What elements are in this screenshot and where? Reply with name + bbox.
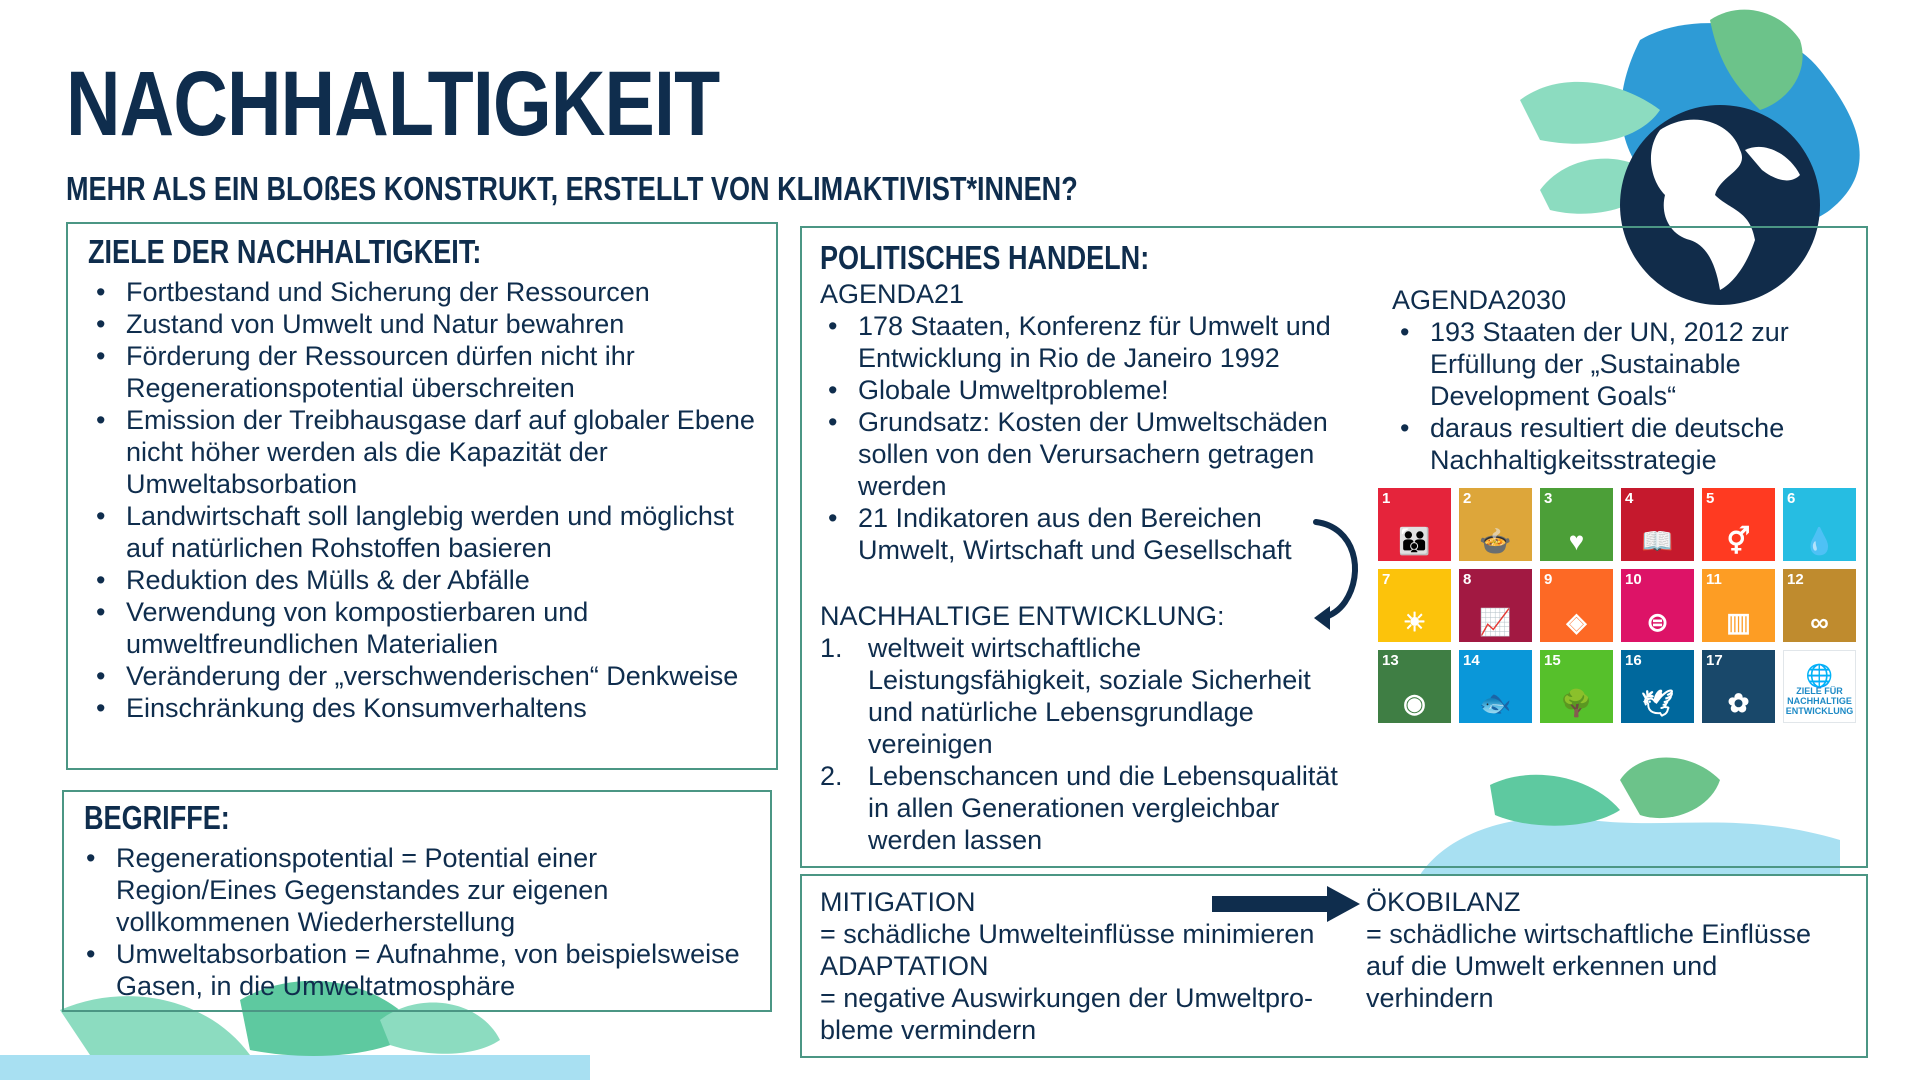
begriffe-box <box>62 790 772 1012</box>
sdg-tile: 14 🐟 <box>1459 650 1532 723</box>
ziele-box <box>66 222 778 770</box>
sdg-tile: 9 ◈ <box>1540 569 1613 642</box>
list-item: • Regenerationspotential = Potential einer Region/Eines Gegenstandes zur eigenen vollkommenen Wiederherstellung <box>86 843 609 937</box>
mitigation-box <box>800 874 1868 1058</box>
list-item: • 193 Staaten der UN, 2012 zur Erfüllung der „Sustainable Development Goals“ <box>1400 317 1789 411</box>
oekobilanz-text: = schädliche wirtschaftliche Einflüsse auf die Umwelt erkennen und verhindern <box>1366 919 1811 1013</box>
entwicklung-list <box>820 632 1340 856</box>
begriffe-heading: BEGRIFFE: <box>84 799 230 836</box>
politisches-heading: POLITISCHES HANDELN: <box>820 239 1150 276</box>
sdg-tile: 4 📖 <box>1621 488 1694 561</box>
list-item: • Grundsatz: Kosten der Umweltschäden sollen von den Verursachern getragen werden <box>828 407 1328 501</box>
agenda2030-title: AGENDA2030 <box>1392 285 1567 315</box>
list-item: • daraus resultiert die deutsche Nachhaltigkeitsstrategie <box>1400 413 1785 475</box>
adaptation-title: ADAPTATION <box>820 951 989 981</box>
arrow-right-icon <box>1212 884 1362 924</box>
sdg-tile: 13 ◉ <box>1378 650 1451 723</box>
list-item: • Einschränkung des Konsumverhaltens <box>96 693 587 723</box>
list-item: • Veränderung der „verschwenderischen“ Denkweise <box>96 661 739 691</box>
sdg-tile: 11 ▥ <box>1702 569 1775 642</box>
page-subtitle: MEHR ALS EIN BLOßES KONSTRUKT, ERSTELLT VON KLIMAKTIVIST*INNEN? <box>66 170 1078 207</box>
list-item: • Förderung der Ressourcen dürfen nicht ihr Regenerationspotential überschreiten <box>96 341 635 403</box>
list-item: • Verwendung von kompostierbaren und umweltfreundlichen Materialien <box>96 597 589 659</box>
curved-arrow-icon <box>1310 512 1370 632</box>
adaptation-text: = negative Auswirkungen der Umweltpro-bleme vermindern <box>820 983 1314 1045</box>
sdg-tile: 2 🍲 <box>1459 488 1532 561</box>
entwicklung-title: NACHHALTIGE ENTWICKLUNG: <box>820 601 1225 631</box>
sdg-tile: 10 ⊜ <box>1621 569 1694 642</box>
list-item: • Landwirtschaft soll langlebig werden und möglichst auf natürlichen Rohstoffen basieren <box>96 501 734 563</box>
sdg-tile: 3 ♥ <box>1540 488 1613 561</box>
agenda21-list <box>820 310 1350 566</box>
agenda21-title: AGENDA21 <box>820 279 965 309</box>
sdg-tile: 15 🌳 <box>1540 650 1613 723</box>
page-title: NACHHALTIGKEIT <box>66 53 720 155</box>
sdg-icons-grid <box>1378 488 1854 723</box>
sdg-tile: 1 👪 <box>1378 488 1451 561</box>
sdg-tile: 16 🕊 <box>1621 650 1694 723</box>
ziele-list <box>88 276 758 724</box>
list-item: • Zustand von Umwelt und Natur bewahren <box>96 309 625 339</box>
list-item: 2. Lebenschancen und die Lebensqualität in allen Generationen vergleichbar werden lassen <box>820 761 1338 855</box>
list-item: • 178 Staaten, Konferenz für Umwelt und Entwicklung in Rio de Janeiro 1992 <box>828 311 1331 373</box>
agenda2030-list <box>1392 316 1832 476</box>
sdg-tile: 6 💧 <box>1783 488 1856 561</box>
sdg-tile: 17 ✿ <box>1702 650 1775 723</box>
oekobilanz-title: ÖKOBILANZ <box>1366 887 1521 917</box>
mitigation-text: = schädliche Umwelteinflüsse minimieren <box>820 919 1315 949</box>
list-item: 1. weltweit wirtschaftliche Leistungsfähigkeit, soziale Sicherheit und natürliche Lebensgrundlage vereinigen <box>820 633 1311 759</box>
sdg-tile: 8 📈 <box>1459 569 1532 642</box>
list-item: • Fortbestand und Sicherung der Ressourcen <box>96 277 650 307</box>
ziele-heading: ZIELE DER NACHHALTIGKEIT: <box>88 233 482 270</box>
list-item: • Globale Umweltprobleme! <box>828 375 1169 405</box>
sdg-tile: 12 ∞ <box>1783 569 1856 642</box>
list-item: • Reduktion des Mülls & der Abfälle <box>96 565 530 595</box>
mitigation-title: MITIGATION <box>820 887 976 917</box>
sdg-logo-tile: 🌐 ZIELE FÜR NACHHALTIGE ENTWICKLUNG <box>1783 650 1856 723</box>
list-item: • Emission der Treibhausgase darf auf globaler Ebene nicht höher werden als die Kapazität der Umweltabsorbation <box>96 405 755 499</box>
sdg-tile: 7 ☀ <box>1378 569 1451 642</box>
begriffe-list <box>78 842 758 1002</box>
sdg-tile: 5 ⚥ <box>1702 488 1775 561</box>
list-item: • Umweltabsorbation = Aufnahme, von beispielsweise Gasen, in die Umweltatmosphäre <box>86 939 740 1001</box>
sky-blob <box>0 1055 590 1080</box>
list-item: • 21 Indikatoren aus den Bereichen Umwelt, Wirtschaft und Gesellschaft <box>828 503 1292 565</box>
